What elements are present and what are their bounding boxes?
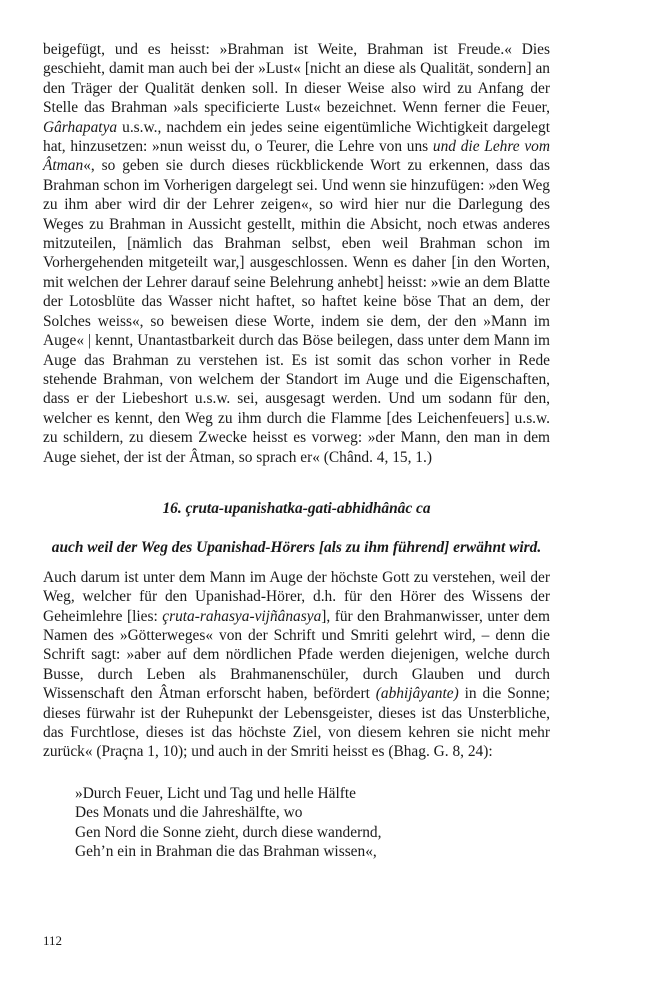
text-run: u.s.w., nachdem ein jedes seine eigentümliche Wichtigkeit dargelegt hat, hinzusetzen: »nun weisst du, o Teurer, die Lehre von uns	[43, 118, 550, 156]
page-body	[43, 40, 550, 861]
sutra-heading: 16. çruta-upanishatka-gati-abhidhânâc ca	[162, 499, 431, 517]
verse-line: Geh’n ein in Brahman die das Brahman wissen«,	[75, 843, 377, 861]
text-run: beigefügt, und es heisst: »Brahman ist Weite, Brahman ist Freude.« Dies geschieht, damit man auch bei der »Lust« [nicht an diese als Qualität, sondern] an den Träger der Qualität denken soll. In dieser Weise also wird zu Anfang der Stelle das Brahman »als specificierte Lust« bezeichnet. Wenn ferner die Feuer,	[43, 41, 550, 117]
text-run: ], für den Brahmanwisser, unter dem Namen des »Götterweges« von der Schrift und Smriti gelehrt wird, – denn die Schrift sagt: »aber auf dem nördlichen Pfade werden diejenigen, welche durch Busse, durch Leben als Brahmanenschüler, durch Glauben und durch Wissenschaft den Âtman erforscht haben, befördert	[43, 607, 550, 703]
verse-line: »Durch Feuer, Licht und Tag und helle Hälfte	[75, 784, 356, 802]
text-run: «, so geben sie durch dieses rückblickende Wort zu erkennen, dass das Brahman schon im Vorherigen dargelegt sei. Und wenn sie hinzufügen: »den Weg zu ihm aber wird dir der Lehrer zeigen«, so wird hier nur die Darlegung des Weges zu Brahman in Aussicht gestellt, mithin die Absicht, noch etwas anderes mitzuteilen, [nämlich das Brahman selbst, eben weil Brahman schon im Vorhergehenden mitgeteilt war,] ausgeschlossen. Wenn es daher [in den Worten, mit welchen der Lehrer darauf seine Belehrung anhebt] heisst: »wie an dem Blatte der Lotosblüte das Wasser nicht haftet, so haftet keine böse That an dem, der Solches weiss«, so beweisen diese Worte, indem sie dem, der den »Mann im Auge« | kennt, Unantastbarkeit durch das Böse beilegen, dass unter dem Mann im Auge das Brahman zu verstehen ist. Es ist somit das schon vorher in Rede stehende Brahman, von welchem der Standort im Auge und die Eigenschaften, dass er der Liebeshort u.s.w. sei, ausgesagt werden. Und um sodann für den, welcher es kennt, den Weg zu ihm durch die Flamme [des Leichenfeuers] u.s.w. zu schildern, zu diesem Zwecke heisst es vorweg: »der Mann, den man in dem Auge siehet, der ist der Âtman, so sprach er« (Chând. 4, 15, 1.)	[43, 157, 550, 466]
italic-term: (abhijâyante)	[375, 685, 459, 703]
sutra-translation: auch weil der Weg des Upanishad-Hörers [als zu ihm führend] erwähnt wird.	[51, 539, 542, 557]
italic-term: Gârhapatya	[43, 118, 118, 136]
italic-term: çruta-rahasya-vijñânasya	[162, 607, 322, 625]
verse-quote	[75, 784, 550, 862]
verse-line: Gen Nord die Sonne zieht, durch diese wandernd,	[75, 823, 382, 841]
body-paragraph	[43, 568, 550, 762]
page-number: 112	[43, 933, 63, 948]
text-run: in die Sonne; dieses fürwahr ist der Ruhepunkt der Lebensgeister, dieses ist das Unsterbliche, das Furchtlose, dieses ist das höchste Ziel, von diesem kehren sie nicht mehr zurück« (Praçna 1, 10); und auch in der Smriti heisst es (Bhag. G. 8, 24):	[43, 685, 550, 761]
italic-term: und die Lehre vom Âtman	[43, 138, 550, 175]
body-paragraph	[43, 40, 550, 467]
text-run: Auch darum ist unter dem Mann im Auge der höchste Gott zu verstehen, weil der Weg, welcher für den Upanishad-Hörer, d.h. für den Hörer des Wissens der Geheimlehre [lies:	[43, 568, 550, 625]
verse-line: Des Monats und die Jahreshälfte, wo	[75, 804, 303, 822]
